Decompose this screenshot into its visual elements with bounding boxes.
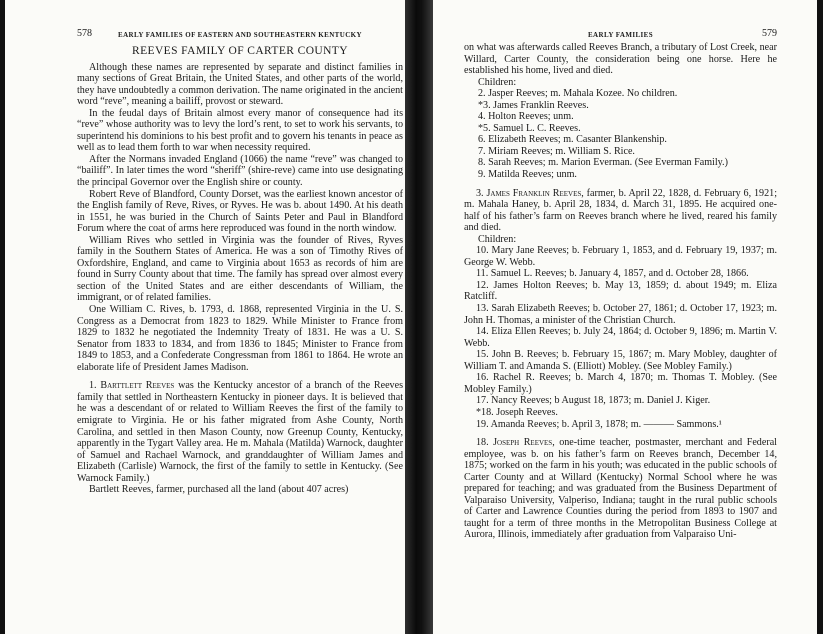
right-book-edge [817,0,823,634]
left-page-text [77,28,403,496]
paragraph: Although these names are represented by separate and distinct families in many sections of Great Britain, the United States, and other parts of the world, they have undoubtedly a common derivation. The name originated in the ancient word “reve”, meaning a bailiff, provost or steward. [77,61,403,108]
left-page-header [77,28,403,40]
paragraph: Robert Reve of Blandford, County Dorset, was the earliest known ancestor of the English family of Reve, Rives, or Ryves. He was b. about 1490. At his death in 1551, he was buried in the Church of Saints Peter and Paul in Blandford Forum where the coat of arms here reproduced was found in the north window. [77,188,403,235]
entry-text: , farmer, b. April 22, 1828, d. February 6, 1921; m. Mahala Haney, b. April 28, 1834, d. March 31, 1895. He acquired one-half of his father’s farm on Reeves branch where he lived, reared his family and died. [464,187,777,234]
entry-name: Barttlett Reeves [100,380,175,392]
paragraph: One William C. Rives, b. 1793, d. 1868, represented Virginia in the U. S. Congress as a Democrat from 1823 to 1829. While Minister to France from 1829 to 1832 he negotiated the Indemnity Treaty of 1831. He was a U. S. Senator from 1833 to 1834, and from 1836 to 1845; Minister to France from 1849 to 1853, and a Confederate Congressman from 1861 to 1864. He wrote an elaborate life of President James Madison. [77,304,403,373]
entry-text: was the Kentucky ancestor of a branch of the Reeves family that settled in Northeastern Kentucky in pioneer days. It is believed that he was a descendant of or related to William Reeves the first of the family to emigrate to Virginia. He or his father migrated from Ashe County, North Carolina, and settled in then Mason County, now Greenup County, Kentucky, apparently in the Tygart Valley area. He m. Mahala (Matilda) Warnock, daughter of Samuel and Rachael Warnock, and granddaughter of William James and Elizabeth (Carlisle) Warnock, the first of the family to settle in Kentucky. (See Warnock Family.) [77,380,404,484]
book-gutter [405,0,433,634]
child-entry: 9. Matilda Reeves; unm. [478,169,577,181]
paragraph-joseph [464,437,777,541]
child-entry: 2. Jasper Reeves; m. Mahala Kozee. No children. [478,88,678,100]
child-entry: *3. James Franklin Reeves. [478,99,589,111]
right-page-text [464,28,777,541]
paragraph: In the feudal days of Britain almost every manor of consequence had its “reve” whose authority was to levy the lord’s rent, to set to work his servants, to superintend his dominions to his best profit and to govern his tenants in peace as well as to lead them forth to war when necessity required. [77,107,403,154]
section-title: REEVES FAMILY OF CARTER COUNTY [132,45,348,57]
children-heading: Children: [478,76,517,88]
child-entry: 12. James Holton Reeves; b. May 13, 1859; d. about 1949; m. Eliza Ratcliff. [464,279,777,303]
entry-number: 1. [89,380,97,392]
paragraph: Bartlett Reeves, farmer, purchased all the land (about 407 acres) [89,484,349,496]
child-entry: 10. Mary Jane Reeves; b. February 1, 1853, and d. February 19, 1937; m. George W. Webb. [464,245,777,268]
child-entry: 15. John B. Reeves; b. February 15, 1867; m. Mary Mobley, daughter of William T. and Amanda S. (Elliott) Mobley. (See Mobley Family.) [464,349,777,372]
entry-text: , one-time teacher, postmaster, merchant and Federal employee, was b. on his father’s farm on Reeves branch, December 14, 1875; worked on the farm in his youth; was educated in the public schools of Carter County and at Willard (Kentucky) Normal School where he was prepared for teaching; and was graduated from the Business Department of Valparaiso University, Valperiso, Indiana; taught in the rural public schools of Carter and Lawrence Counties during the period from 1893 to 1907 and taught for a term of three months in the Metropolitan Business College at Aurora, Illinois, immediately after graduation from Valparaiso Uni- [464,437,777,541]
left-page-number: 578 [77,28,92,39]
child-entry: 19. Amanda Reeves; b. April 3, 1878; m. ——— Sammons.¹ [476,418,722,430]
child-entry: *5. Samuel L. C. Reeves. [478,122,581,134]
child-entry: 13. Sarah Elizabeth Reeves; b. October 27, 1861; d. October 17, 1923; m. John H. Thomas, a minister of the Christian Church. [464,303,777,326]
child-entry: *18. Joseph Reeves. [476,406,558,418]
entry-number: 3. [476,187,484,199]
child-entry: 8. Sarah Reeves; m. Marion Everman. (See Everman Family.) [478,157,728,169]
left-running-head: EARLY FAMILIES OF EASTERN AND SOUTHEASTERN KENTUCKY [118,31,362,39]
entry-name: Joseph Reeves [493,437,553,449]
paragraph-barttlett [77,380,403,484]
right-running-head: EARLY FAMILIES [587,31,654,39]
paragraph-james-franklin [464,188,777,234]
paragraph: on what was afterwards called Reeves Branch, a tributary of Lost Creek, near Willard, Carter County, the consideration being one horse. Here he established his home, lived and died. [464,42,777,77]
paragraph: After the Normans invaded England (1066) the name “reve” was changed to “bailiff”. In later times the word “sheriff” (shire-reve) came into use designating the principal Governor over the English shire or county. [77,153,403,189]
paragraph: William Rives who settled in Virginia was the founder of Rives, Ryves family in the Southern States of America. He was a son of Timothy Rives of Oxfordshire, England, and came to Virginia about 1653 as records of him are found in Surry County about that time. The family has spread over almost every section of the United States and are either descendants of William, the immigrant, or of related families. [77,234,403,304]
entry-number: 18. [476,437,489,449]
child-entry: 14. Eliza Ellen Reeves; b. July 24, 1864; d. October 9, 1896; m. Martin V. Webb. [464,326,777,349]
children-heading: Children: [478,233,517,245]
child-entry: 7. Miriam Reeves; m. William S. Rice. [478,145,635,157]
left-book-edge [0,0,5,634]
right-page-number: 579 [762,28,777,39]
right-page-header [464,28,777,40]
child-entry: 6. Elizabeth Reeves; m. Casanter Blankenship. [478,134,667,146]
child-entry: 16. Rachel R. Reeves; b. March 4, 1870; m. Thomas T. Mobley. (See Mobley Family.) [464,372,777,395]
child-entry: 11. Samuel L. Reeves; b. January 4, 1857, and d. October 28, 1866. [476,268,749,280]
child-entry: 17. Nancy Reeves; b August 18, 1873; m. Daniel J. Kiger. [476,395,711,407]
child-entry: 4. Holton Reeves; unm. [478,111,574,123]
entry-name: James Franklin Reeves [486,187,582,199]
